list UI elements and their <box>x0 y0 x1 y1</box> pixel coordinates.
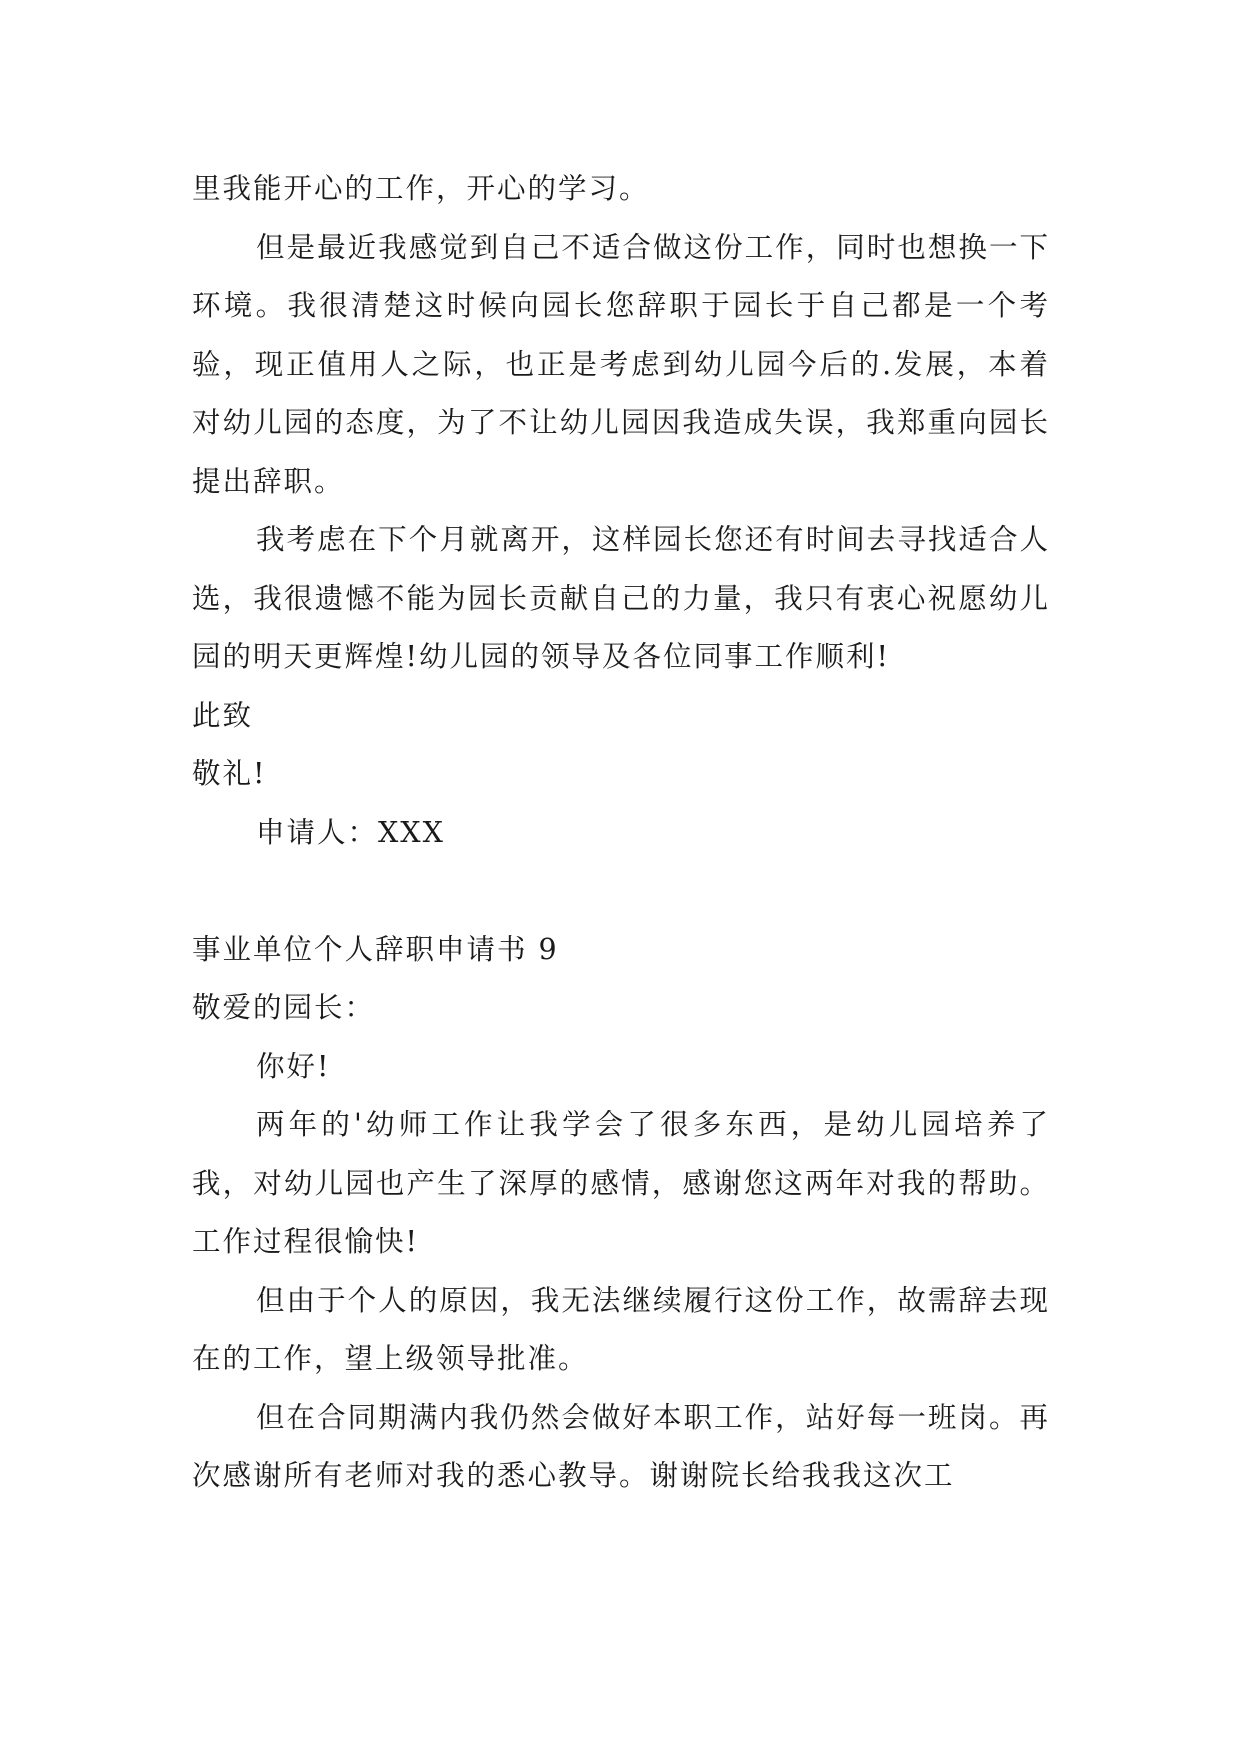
paragraph: 但是最近我感觉到自己不适合做这份工作，同时也想换一下环境。我很清楚这时候向园长您辞职于园长于自己都是一个考验，现正值用人之际，也正是考虑到幼儿园今后的.发展，本着对幼儿园的态度，为了不让幼儿园因我造成失误，我郑重向园长提出辞职。 <box>192 230 1050 498</box>
greeting: 你好! <box>256 1049 331 1083</box>
paragraph: 但由于个人的原因，我无法继续履行这份工作，故需辞去现在的工作，望上级领导批准。 <box>192 1283 1050 1375</box>
signature-line: 申请人：XXX <box>256 815 445 849</box>
document-body <box>192 160 1050 1506</box>
paragraph: 里我能开心的工作，开心的学习。 <box>192 172 650 205</box>
paragraph: 两年的'幼师工作让我学会了很多东西，是幼儿园培养了我，对幼儿园也产生了深厚的感情，感谢您这两年对我的帮助。工作过程很愉快! <box>192 1108 1050 1258</box>
paragraph: 但在合同期满内我仍然会做好本职工作，站好每一班岗。再次感谢所有老师对我的悉心教导。谢谢院长给我我这次工 <box>192 1400 1050 1492</box>
section-title: 事业单位个人辞职申请书 9 <box>192 932 559 966</box>
closing-line: 此致 <box>192 698 254 732</box>
closing-salute: 敬礼! <box>192 757 267 790</box>
salutation: 敬爱的园长： <box>192 991 376 1024</box>
paragraph: 我考虑在下个月就离开，这样园长您还有时间去寻找适合人选，我很遗憾不能为园长贡献自己的力量，我只有衷心祝愿幼儿园的明天更辉煌!幼儿园的领导及各位同事工作顺利! <box>192 523 1050 673</box>
